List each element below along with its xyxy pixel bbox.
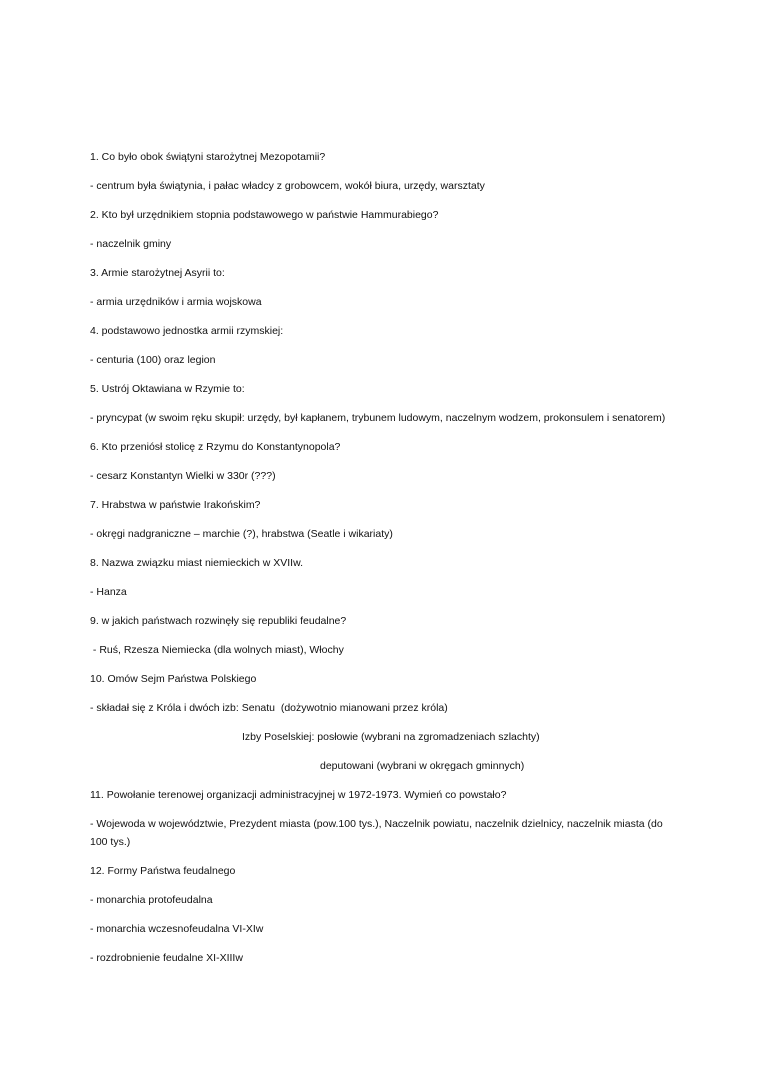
- answer-5: - pryncypat (w swoim ręku skupił: urzędy, był kapłanem, trybunem ludowym, naczelnym wodzem, prokonsulem i senatorem): [90, 412, 666, 424]
- document-body: [90, 148, 680, 978]
- question-10: 10. Omów Sejm Państwa Polskiego: [90, 673, 257, 685]
- answer-12-line-1: - monarchia protofeudalna: [90, 894, 213, 906]
- question-12: 12. Formy Państwa feudalnego: [90, 865, 236, 877]
- question-5: 5. Ustrój Oktawiana w Rzymie to:: [90, 383, 245, 395]
- question-6: 6. Kto przeniósł stolicę z Rzymu do Konstantynopola?: [90, 441, 341, 453]
- question-9: 9. w jakich państwach rozwinęły się republiki feudalne?: [90, 615, 347, 627]
- question-4: 4. podstawowo jednostka armii rzymskiej:: [90, 325, 284, 337]
- answer-6: - cesarz Konstantyn Wielki w 330r (???): [90, 470, 276, 482]
- answer-12-line-2: - monarchia wczesnofeudalna VI-XIw: [90, 923, 264, 935]
- answer-8: - Hanza: [90, 586, 127, 598]
- question-1: 1. Co było obok świątyni starożytnej Mezopotamii?: [90, 151, 326, 163]
- answer-10-line-2: Izby Poselskiej: posłowie (wybrani na zgromadzeniach szlachty): [242, 731, 540, 743]
- answer-9: - Ruś, Rzesza Niemiecka (dla wolnych miast), Włochy: [90, 644, 344, 656]
- answer-3: - armia urzędników i armia wojskowa: [90, 296, 262, 308]
- answer-10-line-1: - składał się z Króla i dwóch izb: Senatu (dożywotnio mianowani przez króla): [90, 702, 448, 714]
- question-3: 3. Armie starożytnej Asyrii to:: [90, 267, 225, 279]
- answer-2: - naczelnik gminy: [90, 238, 172, 250]
- answer-10-line-3: deputowani (wybrani w okręgach gminnych): [320, 760, 525, 772]
- question-2: 2. Kto był urzędnikiem stopnia podstawowego w państwie Hammurabiego?: [90, 209, 439, 221]
- answer-4: - centuria (100) oraz legion: [90, 354, 216, 366]
- answer-12-line-3: - rozdrobnienie feudalne XI-XIIIw: [90, 952, 243, 964]
- question-11: 11. Powołanie terenowej organizacji administracyjnej w 1972-1973. Wymień co powstało?: [90, 789, 507, 801]
- question-8: 8. Nazwa związku miast niemieckich w XVIIw.: [90, 557, 303, 569]
- answer-1: - centrum była świątynia, i pałac władcy z grobowcem, wokół biura, urzędy, warsztaty: [90, 180, 485, 192]
- question-7: 7. Hrabstwa w państwie Irakońskim?: [90, 499, 261, 511]
- answer-11: - Wojewoda w województwie, Prezydent miasta (pow.100 tys.), Naczelnik powiatu, naczelnik dzielnicy, naczelnik miasta (do 100 tys.): [90, 818, 666, 848]
- answer-7: - okręgi nadgraniczne – marchie (?), hrabstwa (Seatle i wikariaty): [90, 528, 393, 540]
